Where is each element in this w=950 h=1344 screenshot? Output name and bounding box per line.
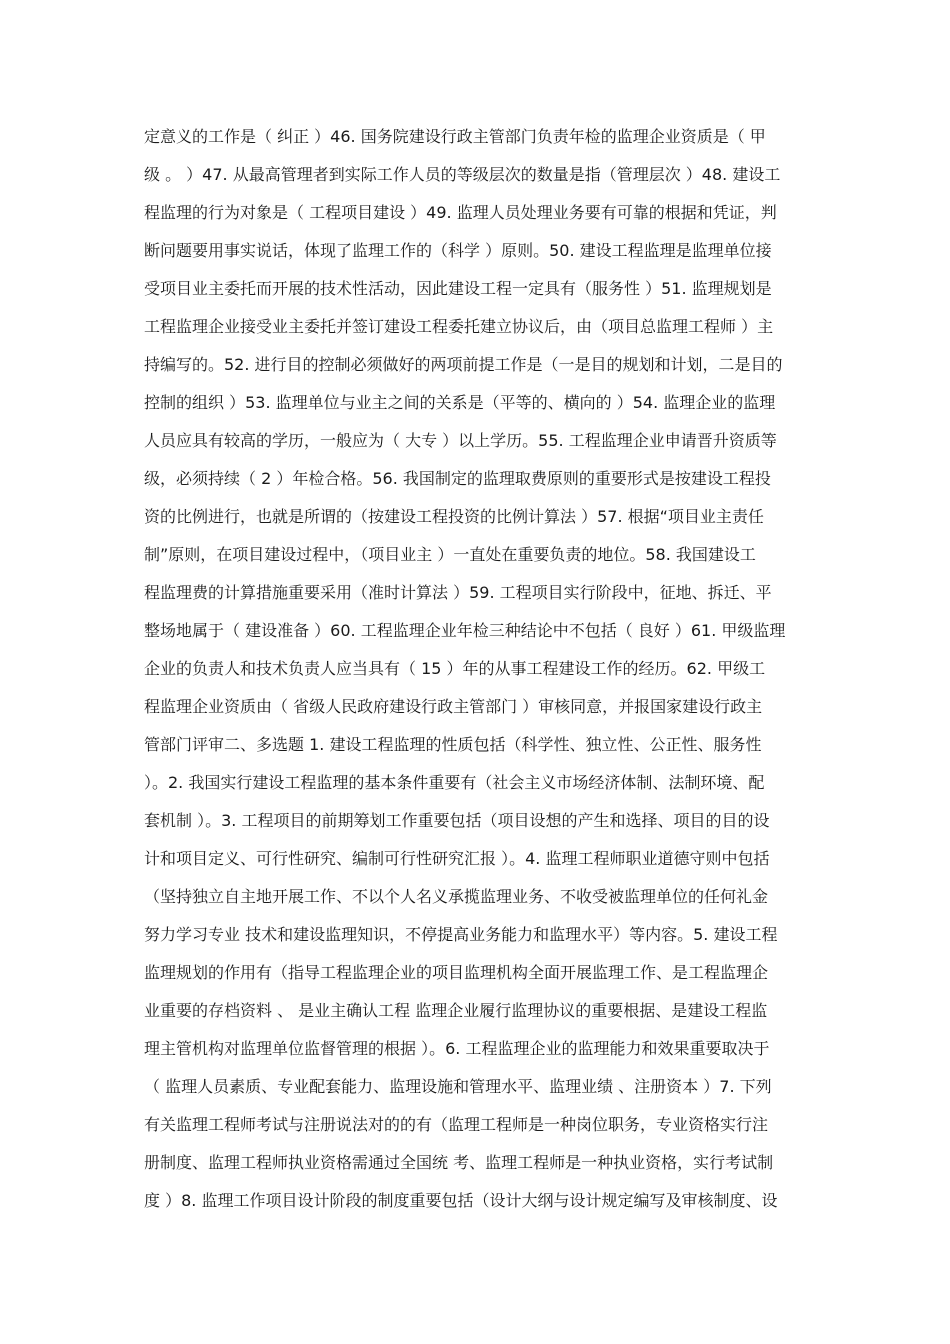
text-line: 努力学习专业 技术和建设监理知识，不停提高业务能力和监理水平）等内容。5. 建设工程 bbox=[144, 925, 778, 944]
text-line: 程监理费的计算措施重要采用（准时计算法 ）59. 工程项目实行阶段中，征地、拆迁、平 bbox=[144, 583, 772, 602]
text-line: 人员应具有较高的学历，一般应为（ 大专 ）以上学历。55. 工程监理企业申请晋升资质等 bbox=[144, 431, 777, 450]
text-line: 度 ）8. 监理工作项目设计阶段的制度重要包括（设计大纲与设计规定编写及审核制度、设 bbox=[144, 1191, 778, 1210]
text-line: 整场地属于（ 建设准备 ）60. 工程监理企业年检三种结论中不包括（ 良好 ）61. 甲级监理 bbox=[144, 621, 786, 640]
text-line: 套机制 ）。3. 工程项目的前期筹划工作重要包括（项目设想的产生和选择、项目的目的设 bbox=[144, 811, 770, 830]
text-line: 业重要的存档资料 、 是业主确认工程 监理企业履行监理协议的重要根据、是建设工程监 bbox=[144, 1001, 768, 1020]
text-line: 级 。 ）47. 从最高管理者到实际工作人员的等级层次的数量是指（管理层次 ）48. 建设工 bbox=[144, 165, 781, 184]
text-line: 计和项目定义、可行性研究、编制可行性研究汇报 ）。4. 监理工程师职业道德守则中包括 bbox=[144, 849, 770, 868]
text-line: ）。2. 我国实行建设工程监理的基本条件重要有（社会主义市场经济体制、法制环境、配 bbox=[144, 773, 765, 792]
document-body bbox=[144, 118, 814, 1220]
text-line: 控制的组织 ）53. 监理单位与业主之间的关系是（平等的、横向的 ）54. 监理企业的监理 bbox=[144, 393, 776, 412]
text-line: （ 监理人员素质、专业配套能力、监理设施和管理水平、监理业绩 、注册资本 ）7. 下列 bbox=[144, 1077, 772, 1096]
text-line: 企业的负责人和技术负责人应当具有（ 15 ）年的从事工程建设工作的经历。62. 甲级工 bbox=[144, 659, 766, 678]
text-line: 监理规划的作用有（指导工程监理企业的项目监理机构全面开展监理工作、是工程监理企 bbox=[144, 963, 769, 982]
text-line: 定意义的工作是（ 纠正 ）46. 国务院建设行政主管部门负责年检的监理企业资质是（ 甲 bbox=[144, 127, 766, 146]
text-line: 程监理的行为对象是（ 工程项目建设 ）49. 监理人员处理业务要有可靠的根据和凭证，判 bbox=[144, 203, 777, 222]
text-line: （坚持独立自主地开展工作、不以个人名义承揽监理业务、不收受被监理单位的任何礼金 bbox=[144, 887, 769, 906]
text-line: 受项目业主委托而开展的技术性活动，因此建设工程一定具有（服务性 ）51. 监理规划是 bbox=[144, 279, 772, 298]
text-line: 管部门评审二、多选题 1. 建设工程监理的性质包括（科学性、独立性、公正性、服务性 bbox=[144, 735, 762, 754]
text-line: 级，必须持续（ 2 ）年检合格。56. 我国制定的监理取费原则的重要形式是按建设工程投 bbox=[144, 469, 771, 488]
text-line: 资的比例进行，也就是所谓的（按建设工程投资的比例计算法 ）57. 根据“项目业主责任 bbox=[144, 507, 764, 526]
text-line: 制”原则，在项目建设过程中，（项目业主 ）一直处在重要负责的地位。58. 我国建设工 bbox=[144, 545, 756, 564]
text-line: 工程监理企业接受业主委托并签订建设工程委托建立协议后，由（项目总监理工程师 ）主 bbox=[144, 317, 774, 336]
text-line: 程监理企业资质由（ 省级人民政府建设行政主管部门 ）审核同意，并报国家建设行政主 bbox=[144, 697, 763, 716]
text-line: 册制度、监理工程师执业资格需通过全国统 考、监理工程师是一种执业资格，实行考试制 bbox=[144, 1153, 774, 1172]
text-line: 理主管机构对监理单位监督管理的根据 ）。6. 工程监理企业的监理能力和效果重要取决于 bbox=[144, 1039, 770, 1058]
text-line: 持编写的。52. 进行目的控制必须做好的两项前提工作是（一是目的规划和计划，二是目的 bbox=[144, 355, 783, 374]
text-line: 有关监理工程师考试与注册说法对的的有（监理工程师是一种岗位职务，专业资格实行注 bbox=[144, 1115, 769, 1134]
text-line: 断问题要用事实说话，体现了监理工作的（科学 ）原则。50. 建设工程监理是监理单位接 bbox=[144, 241, 772, 260]
